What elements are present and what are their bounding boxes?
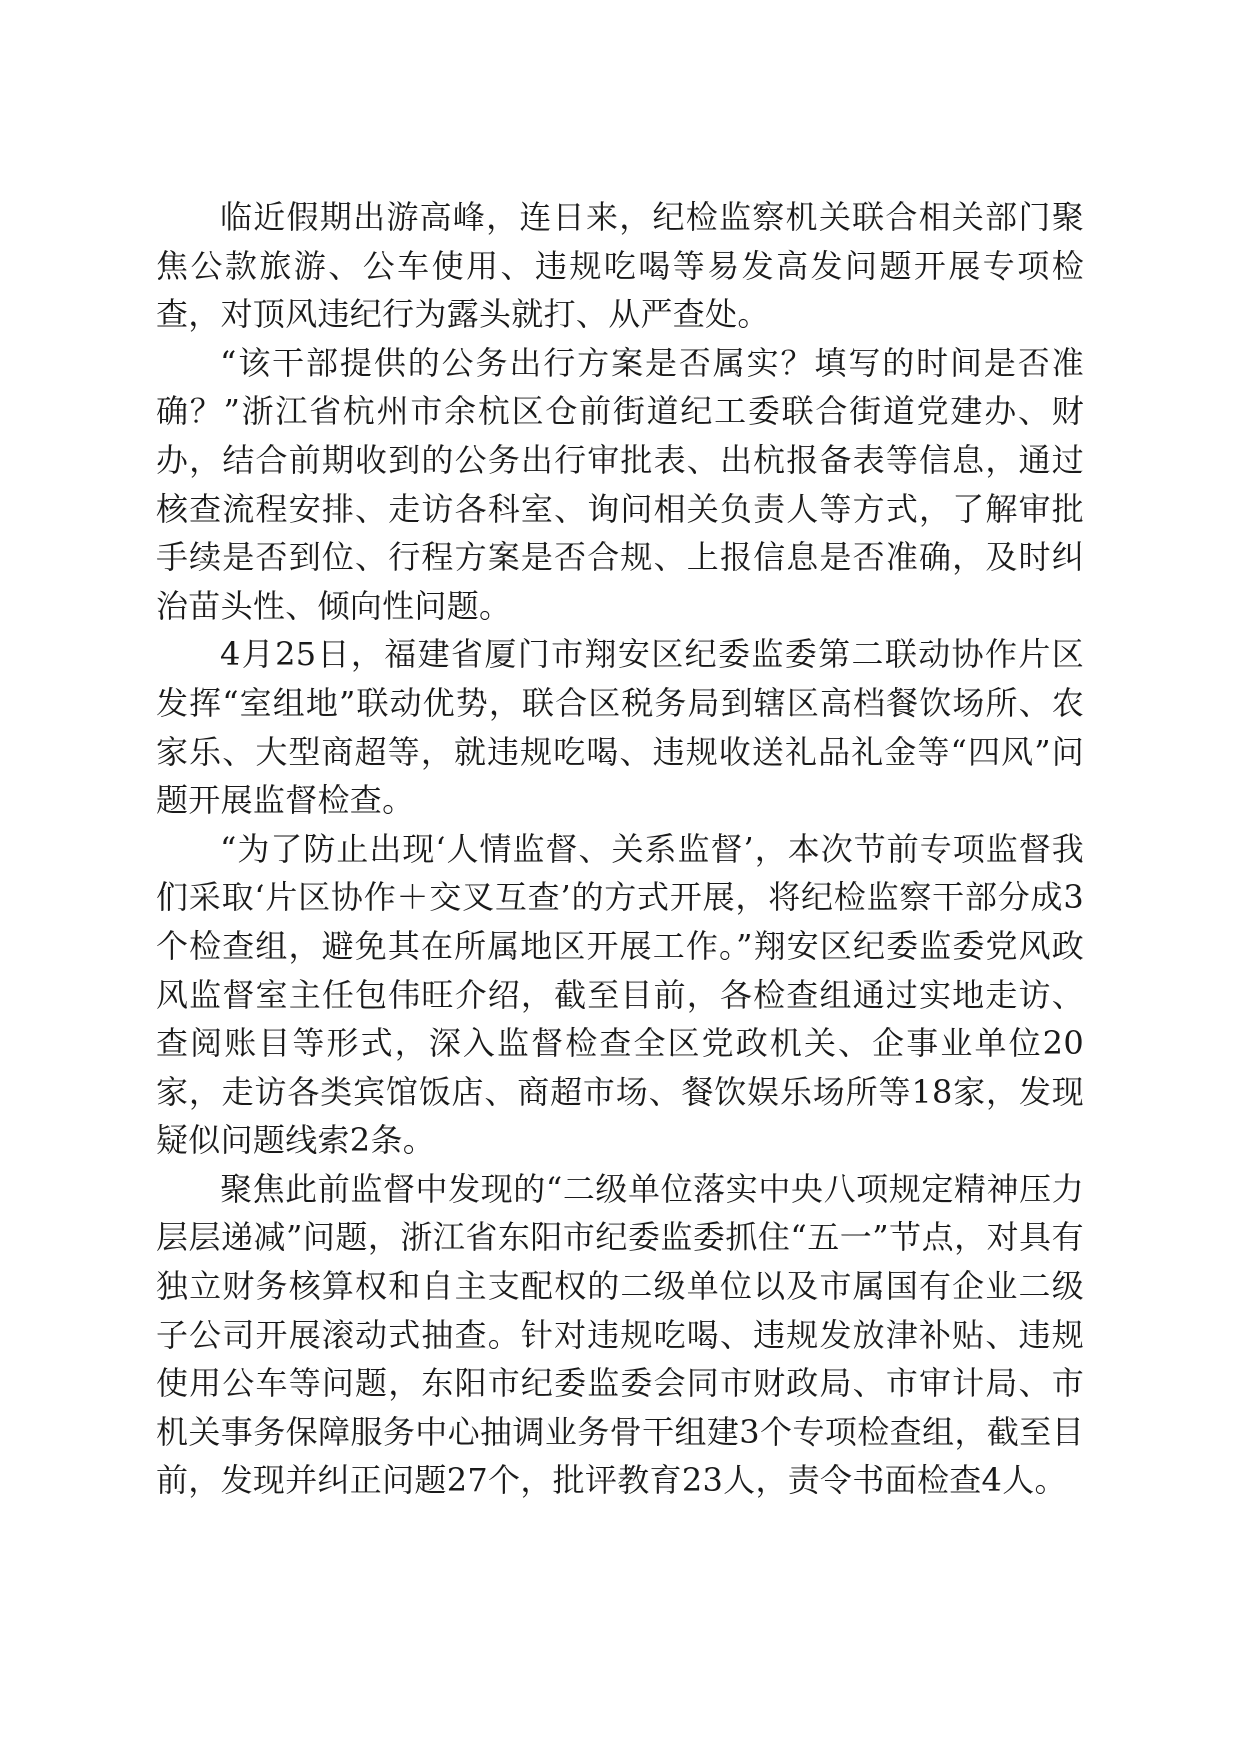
- paragraph-2: “该干部提供的公务出行方案是否属实？填写的时间是否准确？”浙江省杭州市余杭区仓前街道纪工委联合街道党建办、财办，结合前期收到的公务出行审批表、出杭报备表等信息，通过核查流程安排、走访各科室、询问相关负责人等方式，了解审批手续是否到位、行程方案是否合规、上报信息是否准确，及时纠治苗头性、倾向性问题。: [156, 343, 1084, 625]
- paragraph-4: “为了防止出现‘人情监督、关系监督’，本次节前专项监督我们采取‘片区协作＋交叉互查’的方式开展，将纪检监察干部分成3个检查组，避免其在所属地区开展工作。”翔安区纪委监委党风政风监督室主任包伟旺介绍，截至目前，各检查组通过实地走访、查阅账目等形式，深入监督检查全区党政机关、企事业单位20家，走访各类宾馆饭店、商超市场、餐饮娱乐场所等18家，发现疑似问题线索2条。: [156, 829, 1084, 1160]
- paragraph-5: 聚焦此前监督中发现的“二级单位落实中央八项规定精神压力层层递减”问题，浙江省东阳市纪委监委抓住“五一”节点，对具有独立财务核算权和自主支配权的二级单位以及市属国有企业二级子公司开展滚动式抽查。针对违规吃喝、违规发放津补贴、违规使用公车等问题，东阳市纪委监委会同市财政局、市审计局、市机关事务保障服务中心抽调业务骨干组建3个专项检查组，截至目前，发现并纠正问题27个，批评教育23人，责令书面检查4人。: [156, 1169, 1084, 1500]
- article-body: [156, 193, 1084, 1505]
- paragraph-1: 临近假期出游高峰，连日来，纪检监察机关联合相关部门聚焦公款旅游、公车使用、违规吃喝等易发高发问题开展专项检查，对顶风违纪行为露头就打、从严查处。: [156, 198, 1084, 334]
- paragraph-3: 4月25日，福建省厦门市翔安区纪委监委第二联动协作片区发挥“室组地”联动优势，联合区税务局到辖区高档餐饮场所、农家乐、大型商超等，就违规吃喝、违规收送礼品礼金等“四风”问题开展监督检查。: [156, 635, 1084, 820]
